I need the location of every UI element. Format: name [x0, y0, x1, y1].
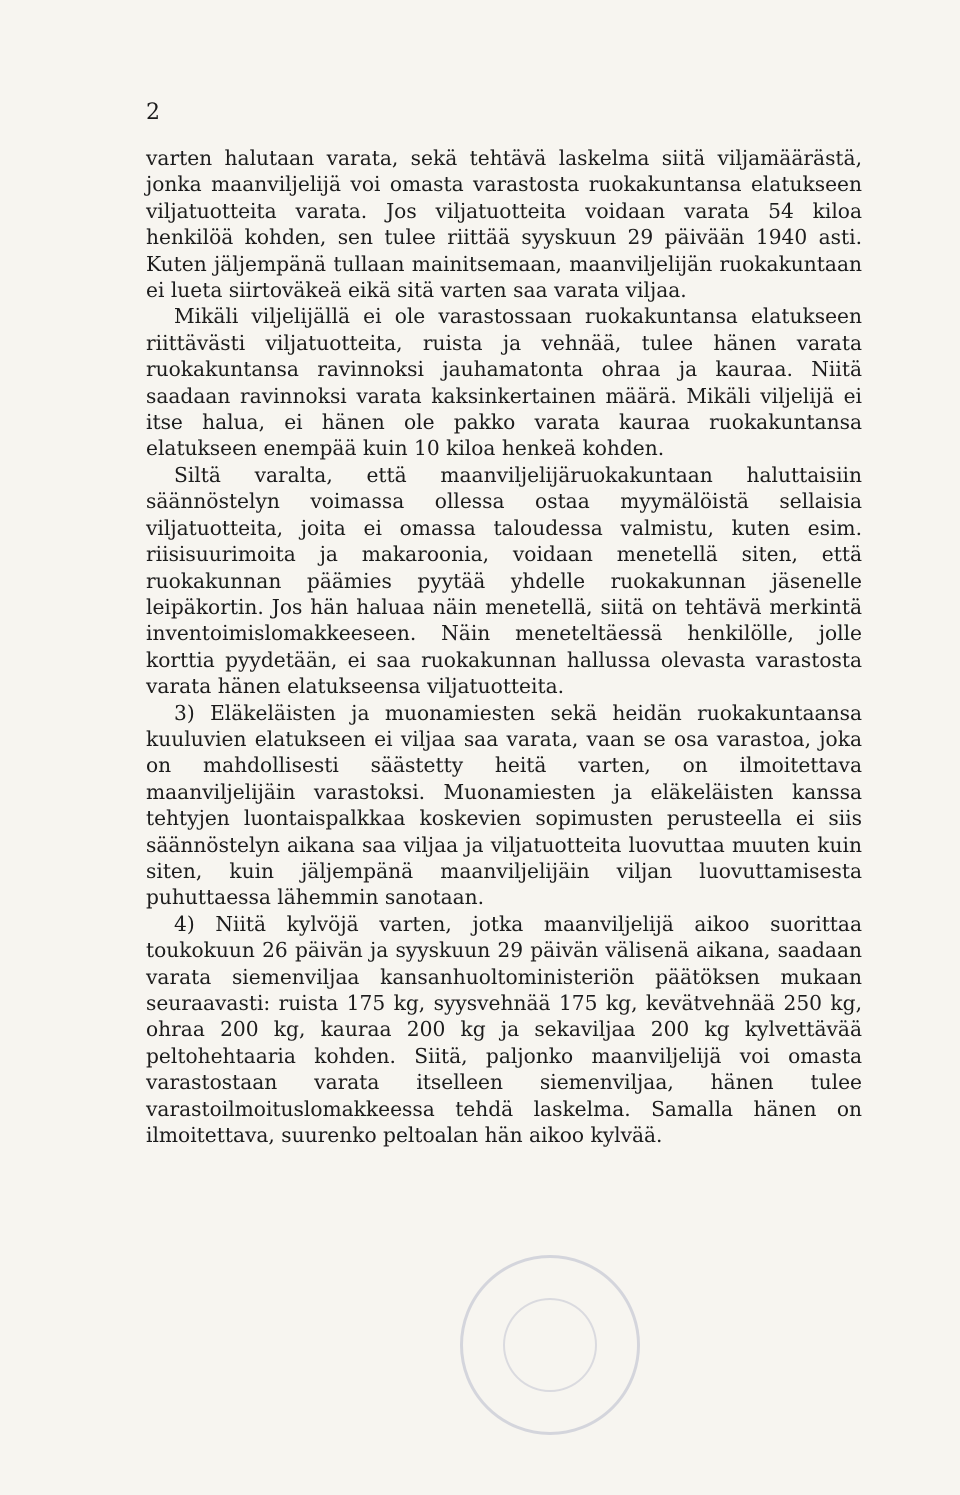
- paragraph-4: 3) Eläkeläisten ja muonamiesten sekä heidän ruokakuntaansa kuuluvien elatukseen ei viljaa saa varata, vaan se osa varastoa, joka on mahdollisesti säästetty heitä varten, on ilmoitettava maanviljelijäin varastoksi. Muonamiesten ja eläkeläisten kanssa tehtyjen luontaispalkkaa koskevien sopimusten perusteella ei siis säännöstelyn aikana saa viljaa ja viljatuotteita luovuttaa muuten kuin siten, kuin jäljempänä maanviljelijäin viljan luovuttamisesta puhuttaessa lähemmin sanotaan.: [146, 700, 862, 910]
- library-stamp-icon: [460, 1255, 640, 1435]
- stamp-inner-ring: [503, 1298, 597, 1392]
- paragraph-1: varten halutaan varata, sekä tehtävä laskelma siitä viljamäärästä, jonka maanviljelijä voi omasta varastosta ruokakuntansa elatukseen viljatuotteita varata. Jos viljatuotteita voidaan varata 54 kiloa henkilöä kohden, sen tulee riittää syyskuun 29 päivään 1940 asti. Kuten jäljempänä tullaan mainitsemaan, maanviljelijän ruokakuntaan ei lueta siirtoväkeä eikä sitä varten saa varata viljaa.: [146, 146, 862, 303]
- page-number: 2: [146, 100, 160, 125]
- paragraph-5: 4) Niitä kylvöjä varten, jotka maanviljelijä aikoo suorittaa toukokuun 26 päivän ja syyskuun 29 päivän välisenä aikana, saadaan varata siemenviljaa kansanhuoltoministeriön päätöksen mukaan seuraavasti: ruista 175 kg, syysvehnää 175 kg, kevätvehnää 250 kg, ohraa 200 kg, kauraa 200 kg ja sekaviljaa 200 kg kylvettävää peltohehtaaria kohden. Siitä, paljonko maanviljelijä voi omasta varastostaan varata itselleen siemenviljaa, hänen tulee varastoilmoituslomakkeessa tehdä laskelma. Samalla hänen on ilmoitettava, suurenko peltoalan hän aikoo kylvää.: [146, 911, 862, 1148]
- paragraph-3: Siltä varalta, että maanviljelijäruokakuntaan haluttaisiin säännöstelyn voimassa ollessa ostaa myymälöistä sellaisia viljatuotteita, joita ei omassa taloudessa valmistu, kuten esim. riisisuurimoita ja makaroonia, voidaan menetellä siten, että ruokakunnan päämies pyytää yhdelle ruokakunnan jäsenelle leipäkortin. Jos hän haluaa näin menetellä, siitä on tehtävä merkintä inventoimislomakkeeseen. Näin meneteltäessä henkilölle, jolle korttia pyydetään, ei saa ruokakunnan hallussa olevasta varastosta varata hänen elatukseensa viljatuotteita.: [146, 462, 862, 699]
- body-text: [146, 145, 862, 1148]
- paragraph-2: Mikäli viljelijällä ei ole varastossaan ruokakuntansa elatukseen riittävästi viljatuotteita, ruista ja vehnää, tulee hänen varata ruokakuntansa ravinnoksi jauhamatonta ohraa ja kauraa. Niitä saadaan ravinnoksi varata kaksinkertainen määrä. Mikäli viljelijä ei itse halua, ei hänen ole pakko varata kauraa ruokakuntansa elatukseen enempää kuin 10 kiloa henkeä kohden.: [146, 304, 862, 461]
